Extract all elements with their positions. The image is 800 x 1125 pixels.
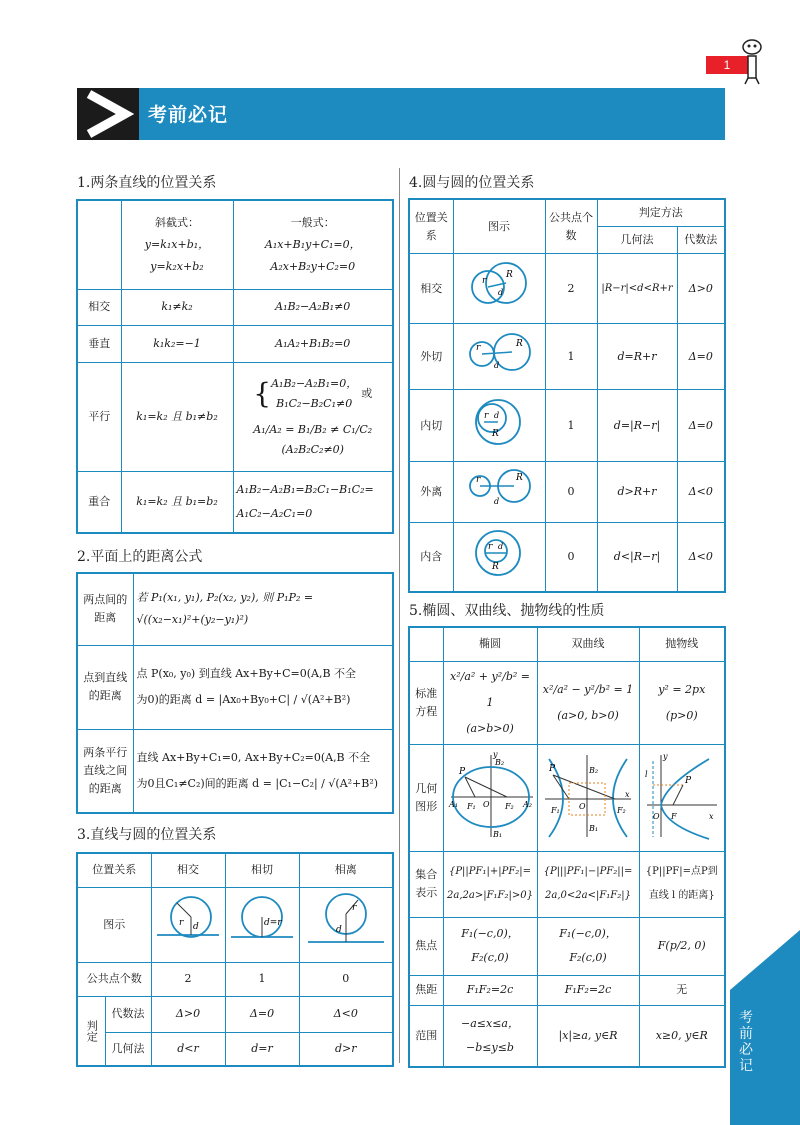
cc-row-label: 外切 (409, 324, 453, 390)
cc-row-label: 内切 (409, 390, 453, 462)
svg-text:R: R (492, 562, 499, 572)
column-divider (399, 168, 400, 1063)
ellipse-cond: (a>b>0) (466, 721, 514, 735)
circle-line-intersect-icon (155, 891, 221, 951)
slope-form-header (121, 200, 233, 289)
parabola-diagram-icon (643, 747, 721, 841)
conic-table (408, 626, 726, 1068)
geo-fig-label: 几何图形 (409, 744, 443, 851)
lc-header-separate: 相离 (299, 853, 393, 887)
conic-header-parabola: 抛物线 (639, 627, 725, 661)
cc-alg: Δ<0 (677, 523, 725, 593)
conic-header-ellipse: 椭圆 (443, 627, 537, 661)
cc-count: 0 (545, 462, 597, 523)
chevron-right-icon (77, 88, 139, 140)
ellipse-std (443, 661, 537, 744)
cc-fig-separate (453, 462, 545, 523)
circles-internal-tangent-icon (462, 394, 536, 450)
lc-count-label: 公共点个数 (77, 962, 151, 996)
svg-text:P: P (684, 775, 691, 786)
coincide-slope: k₁=k₂ 且 b₁=b₂ (121, 471, 233, 533)
ellipse-focus (443, 917, 537, 975)
side-tab-label: 考前必记 (739, 1010, 753, 1074)
section-5-title: 5.椭圆、双曲线、抛物线的性质 (409, 603, 605, 619)
hyperbola-range: |x|≥a, y∈R (537, 1005, 639, 1067)
or-text: 或 (361, 386, 373, 400)
cc-header-relation: 位置关系 (409, 199, 453, 254)
ellipse-range-2: −b≤y≤b (466, 1040, 514, 1054)
circle-line-tangent-icon (229, 891, 295, 951)
parabola-std (639, 661, 725, 744)
general-form-header (233, 200, 393, 289)
svg-text:x: x (708, 811, 714, 821)
hyperbola-eq: x²/a² − y²/b² = 1 (542, 682, 634, 696)
two-point-label: 两点间的距离 (77, 573, 133, 645)
svg-text:B₂: B₂ (589, 765, 599, 775)
parallel-eq-2: B₁C₂−B₂C₁≠0 (276, 396, 353, 410)
section-1-title: 1.两条直线的位置关系 (77, 175, 217, 191)
svg-text:r: r (476, 475, 481, 485)
cc-row-label: 内含 (409, 523, 453, 593)
cc-geo: d=R+r (597, 324, 677, 390)
svg-text:F₁: F₁ (466, 801, 476, 811)
ellipse-set-2: 2a,2a>|F₁F₂|>0} (447, 890, 533, 901)
parallel-eq-1: A₁B₂−A₂B₁=0， (271, 376, 358, 390)
intersect-general: A₁B₂−A₂B₁≠0 (233, 289, 393, 325)
general-eq-2: A₂x+B₂y+C₂=0 (270, 259, 356, 273)
cc-row-label: 相交 (409, 254, 453, 324)
cc-alg: Δ=0 (677, 324, 725, 390)
svg-text:d: d (494, 410, 500, 420)
cc-geo: d=|R−r| (597, 390, 677, 462)
point-line-line-2: 为0)的距离 d = |Ax₀+By₀+C| / √(A²+B²) (136, 693, 351, 706)
circles-external-tangent-icon (462, 328, 536, 378)
svg-text:B₁: B₁ (492, 829, 502, 839)
corner-cell (77, 200, 121, 289)
parallel-lines-line-2: 为0且C₁≠C₂)间的距离 d = |C₁−C₂| / √(A²+B²) (136, 776, 379, 790)
distance-table (76, 572, 394, 814)
point-line-label: 点到直线的距离 (77, 645, 133, 729)
focus-label: 焦点 (409, 917, 443, 975)
hyperbola-std (537, 661, 639, 744)
ellipse-focus-2: F₂(c,0) (471, 951, 509, 964)
circles-separate-icon (462, 464, 536, 512)
general-form-title: 一般式： (290, 215, 335, 229)
ellipse-diagram-icon (447, 747, 535, 841)
cc-alg: Δ=0 (677, 390, 725, 462)
line-relation-table (76, 199, 394, 534)
parallel-slope: k₁=k₂ 且 b₁≠b₂ (121, 362, 233, 471)
svg-text:P: P (549, 763, 556, 774)
svg-text:O: O (579, 801, 586, 811)
row-perpendicular-label: 垂直 (77, 325, 121, 362)
cc-count: 2 (545, 254, 597, 324)
hyperbola-focus-1: F₁(−c,0)， (559, 927, 617, 940)
svg-text:F₁: F₁ (551, 805, 560, 815)
point-line-formula (133, 645, 393, 729)
hyperbola-focus (537, 917, 639, 975)
svg-text:d: d (498, 287, 504, 297)
svg-text:P: P (458, 766, 465, 777)
svg-text:x: x (625, 789, 630, 799)
svg-text:r: r (488, 542, 493, 552)
parabola-fig (639, 744, 725, 851)
cc-alg: Δ<0 (677, 462, 725, 523)
two-point-line-1: 若 P₁(x₁, y₁), P₂(x₂, y₂), 则 P₁P₂ = (136, 591, 314, 605)
parallel-lines-line-1: 直线 Ax+By+C₁=0, Ax+By+C₂=0(A,B 不全 (136, 750, 371, 764)
svg-text:r: r (476, 342, 481, 353)
svg-text:R: R (516, 338, 523, 349)
svg-text:d: d (494, 497, 500, 506)
svg-text:R: R (492, 428, 499, 439)
conic-corner (409, 627, 443, 661)
parabola-set (639, 851, 725, 917)
parabola-focal-dist: 无 (639, 975, 725, 1005)
cc-header-method: 判定方法 (597, 199, 725, 227)
svg-text:d: d (498, 542, 504, 551)
hyperbola-set-1: {P|||PF₁|−|PF₂||= (543, 866, 633, 877)
point-line-line-1: 点 P(x₀, y₀) 到直线 Ax+By+C=0(A,B 不全 (136, 667, 357, 680)
ellipse-range-1: −a≤x≤a， (461, 1016, 519, 1030)
svg-text:B₁: B₁ (589, 823, 599, 833)
banner-title: 考前必记 (148, 104, 229, 126)
two-point-line-2: √((x₂−x₁)²+(y₂−y₁)²) (136, 613, 249, 627)
parabola-cond: (p>0) (665, 708, 698, 722)
parallel-lines-formula (133, 729, 393, 813)
section-4-title: 4.圆与圆的位置关系 (409, 175, 535, 191)
lc-alg-intersect: Δ>0 (151, 996, 225, 1032)
svg-text:y: y (662, 751, 668, 761)
ellipse-focal-dist: F₁F₂=2c (443, 975, 537, 1005)
cc-count: 0 (545, 523, 597, 593)
cc-header-geo: 几何法 (597, 227, 677, 254)
svg-text:O: O (652, 811, 660, 821)
lc-count-tangent: 1 (225, 962, 299, 996)
perpendicular-slope: k₁k₂=−1 (121, 325, 233, 362)
lc-geo-intersect: d<r (151, 1032, 225, 1066)
section-2-title: 2.平面上的距离公式 (77, 549, 203, 565)
svg-text:F: F (670, 811, 677, 821)
lc-count-separate: 0 (299, 962, 393, 996)
line-circle-table (76, 852, 394, 1067)
intersect-slope: k₁≠k₂ (121, 289, 233, 325)
lc-fig-separate (299, 887, 393, 962)
mascot-icon (740, 38, 768, 86)
hyperbola-focal-dist: F₁F₂=2c (537, 975, 639, 1005)
cc-geo: |R−r|<d<R+r (597, 254, 677, 324)
parabola-range: x≥0, y∈R (639, 1005, 725, 1067)
cc-count: 1 (545, 324, 597, 390)
svg-text:r: r (484, 410, 489, 421)
ellipse-set-1: {P||PF₁|+|PF₂|= (448, 866, 532, 877)
parallel-lines-label: 两条平行直线之间的距离 (77, 729, 133, 813)
banner-arrow-block (77, 88, 139, 140)
lc-count-intersect: 2 (151, 962, 225, 996)
svg-text:R: R (516, 473, 523, 483)
cc-fig-intersect (453, 254, 545, 324)
parallel-ratio: A₁/A₂ = B₁/B₂ ≠ C₁/C₂ (A₂B₂C₂≠0) (253, 422, 373, 456)
lc-alg-separate: Δ<0 (299, 996, 393, 1032)
ellipse-range (443, 1005, 537, 1067)
lc-geo-separate: d>r (299, 1032, 393, 1066)
perpendicular-general: A₁A₂+B₁B₂=0 (233, 325, 393, 362)
svg-text:d: d (335, 924, 342, 935)
svg-text:O: O (482, 799, 490, 809)
cc-header-count: 公共点个数 (545, 199, 597, 254)
lc-header-relation: 位置关系 (77, 853, 151, 887)
lc-alg-tangent: Δ=0 (225, 996, 299, 1032)
circle-circle-table (408, 198, 726, 593)
parallel-general: { A₁B₂−A₂B₁=0， B₁C₂−B₂C₁≠0 或 A₁/A₂ = B₁/B₂ ≠ C₁/C₂ (A₂B₂C₂≠0) (233, 362, 393, 471)
parabola-set-2: 直线 l 的距离} (648, 890, 715, 901)
lc-alg-label: 代数法 (105, 996, 151, 1032)
ellipse-eq: x²/a² + y²/b² = 1 (450, 669, 530, 709)
lc-geo-tangent: d=r (225, 1032, 299, 1066)
coincide-eq-1: A₁B₂−A₂B₁=B₂C₁−B₁C₂= (236, 482, 374, 496)
range-label: 范围 (409, 1005, 443, 1067)
conic-header-hyperbola: 双曲线 (537, 627, 639, 661)
hyperbola-cond: (a>0, b>0) (557, 708, 619, 722)
svg-text:y: y (492, 749, 498, 759)
parabola-eq: y² = 2px (658, 682, 706, 696)
section-3-title: 3.直线与圆的位置关系 (77, 827, 217, 843)
coincide-eq-2: A₁C₂−A₂C₁=0 (236, 506, 313, 520)
svg-text:F₂: F₂ (504, 801, 514, 811)
svg-text:d=r: d=r (264, 917, 282, 928)
circles-contain-icon (462, 525, 536, 581)
cc-geo: d>R+r (597, 462, 677, 523)
general-eq-1: A₁x+B₁y+C₁=0， (264, 237, 361, 251)
circles-intersect-icon (462, 257, 536, 313)
cc-geo: d<|R−r| (597, 523, 677, 593)
svg-text:B₂: B₂ (494, 757, 504, 767)
svg-text:F₂: F₂ (617, 805, 626, 815)
row-coincide-label: 重合 (77, 471, 121, 533)
row-intersect-label: 相交 (77, 289, 121, 325)
lc-header-tangent: 相切 (225, 853, 299, 887)
lc-fig-intersect (151, 887, 225, 962)
svg-text:r: r (482, 275, 487, 286)
slope-eq-2: y=k₂x+b₂ (150, 259, 204, 273)
hyperbola-set-2: 2a,0<2a<|F₁F₂|} (545, 890, 631, 901)
cc-header-alg: 代数法 (677, 227, 725, 254)
set-label: 集合表示 (409, 851, 443, 917)
ellipse-focus-1: F₁(−c,0)， (461, 927, 519, 940)
svg-text:r: r (179, 917, 184, 928)
row-parallel-label: 平行 (77, 362, 121, 471)
lc-header-intersect: 相交 (151, 853, 225, 887)
cc-fig-int-tangent (453, 390, 545, 462)
hyperbola-fig (537, 744, 639, 851)
focal-dist-label: 焦距 (409, 975, 443, 1005)
lc-fig-tangent (225, 887, 299, 962)
svg-text:r: r (351, 902, 357, 913)
lc-geo-label: 几何法 (105, 1032, 151, 1066)
lc-figure-label: 图示 (77, 887, 151, 962)
hyperbola-focus-2: F₂(c,0) (569, 951, 607, 964)
hyperbola-diagram-icon (541, 747, 635, 841)
svg-text:A₂: A₂ (522, 799, 532, 809)
parabola-set-1: {P||PF|=点P到 (645, 866, 718, 877)
ellipse-set (443, 851, 537, 917)
ellipse-fig (443, 744, 537, 851)
svg-text:d: d (193, 921, 199, 932)
cc-header-figure: 图示 (453, 199, 545, 254)
coincide-general (233, 471, 393, 533)
lc-judge-label: 判定 (77, 996, 105, 1066)
std-eq-label: 标准方程 (409, 661, 443, 744)
cc-alg: Δ>0 (677, 254, 725, 324)
two-point-formula (133, 573, 393, 645)
slope-form-title: 斜截式： (155, 215, 199, 229)
cc-fig-contain (453, 523, 545, 593)
cc-fig-ext-tangent (453, 324, 545, 390)
slope-eq-1: y=k₁x+b₁， (144, 237, 210, 251)
svg-text:A₁: A₁ (448, 799, 458, 809)
parabola-focus: F(p/2, 0) (639, 917, 725, 975)
hyperbola-set (537, 851, 639, 917)
page-number: 1 (706, 56, 748, 74)
svg-text:d: d (494, 360, 500, 370)
cc-row-label: 外离 (409, 462, 453, 523)
circle-line-separate-icon (306, 890, 386, 952)
svg-text:l: l (644, 769, 648, 779)
cc-count: 1 (545, 390, 597, 462)
svg-text:R: R (506, 269, 513, 280)
